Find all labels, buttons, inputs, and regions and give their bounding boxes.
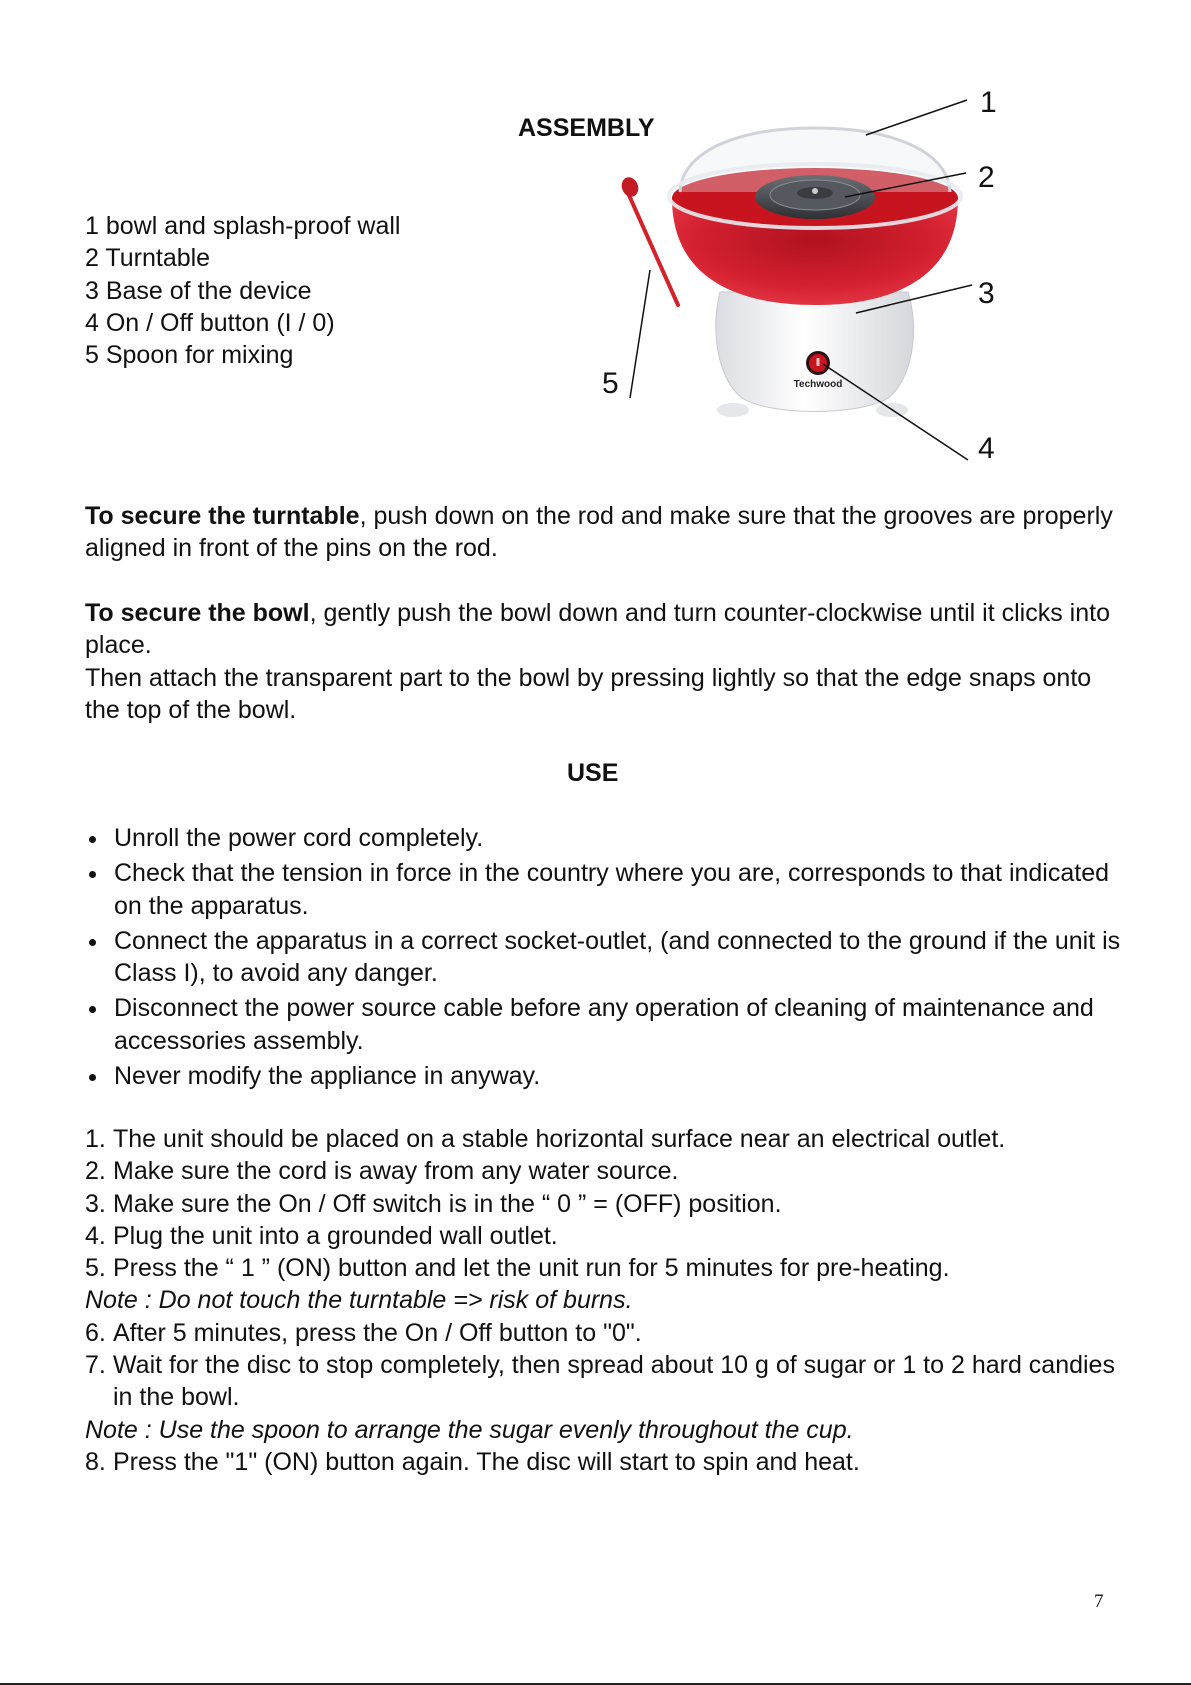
step-item: 8. Press the "1" (ON) button again. The disc will start to spin and heat. xyxy=(85,1447,860,1476)
bullet-icon xyxy=(89,939,96,946)
note-text: Note : Do not touch the turntable => risk of burns. xyxy=(85,1286,633,1315)
step-item: 3. Make sure the On / Off switch is in the “ 0 ” = (OFF) position. xyxy=(85,1189,782,1218)
list-item: Unroll the power cord completely. xyxy=(85,822,1125,854)
step-item: 7. Wait for the disc to stop completely, then spread about 10 g of sugar or 1 to 2 hard candies in the bowl. xyxy=(85,1351,1115,1412)
callout-number: 5 xyxy=(602,367,619,400)
step-item: 4. Plug the unit into a grounded wall outlet. xyxy=(85,1221,558,1250)
step-item: 6. After 5 minutes, press the On / Off button to "0". xyxy=(85,1318,642,1347)
step-item: 2. Make sure the cord is away from any water source. xyxy=(85,1157,679,1186)
list-item: Never modify the appliance in anyway. xyxy=(85,1060,1125,1092)
power-button-icon xyxy=(806,351,830,375)
part-item: 1 bowl and splash-proof wall xyxy=(85,212,401,240)
callout-number: 4 xyxy=(978,432,995,465)
brand-label: Techwood xyxy=(793,379,843,390)
parts-list xyxy=(85,210,400,371)
bullet-icon xyxy=(89,836,96,843)
part-item: 4 On / Off button (I / 0) xyxy=(85,308,335,337)
assembly-heading: ASSEMBLY xyxy=(518,114,655,142)
part-item: 3 Base of the device xyxy=(85,276,312,305)
bowl-instruction-text-2: Then attach the transparent part to the bowl by pressing lightly so that the edge snaps onto the top of the bowl. xyxy=(85,663,1092,724)
callout-number: 1 xyxy=(980,86,997,119)
part-item: 2 Turntable xyxy=(85,244,211,273)
turntable-instruction xyxy=(85,500,1115,565)
bullet-icon xyxy=(89,871,96,878)
callout-number: 2 xyxy=(978,161,995,194)
list-item: Connect the apparatus in a correct socket-outlet, (and connected to the ground if the unit is Class I), to avoid any danger. xyxy=(85,925,1125,990)
safety-bullet-list xyxy=(85,822,1125,1095)
step-item: 5. Press the “ 1 ” (ON) button and let the unit run for 5 minutes for pre-heating. xyxy=(85,1254,950,1283)
list-item: Disconnect the power source cable before any operation of cleaning of maintenance and accessories assembly. xyxy=(85,992,1125,1057)
part-item: 5 Spoon for mixing xyxy=(85,341,294,370)
turntable-instruction-title: To secure the turntable xyxy=(85,502,360,530)
bowl-instruction-text: , gently push the bowl down and turn counter-clockwise until it clicks into place. xyxy=(85,599,1110,660)
turntable-instruction-text: , push down on the rod and make sure that the grooves are properly aligned in front of the pins on the rod. xyxy=(85,502,1113,563)
cotton-candy-machine-illustration xyxy=(590,80,1090,480)
bowl-instruction-title: To secure the bowl xyxy=(85,599,310,627)
usage-steps xyxy=(85,1123,1125,1478)
page-number: 7 xyxy=(1094,1591,1104,1612)
note-text: Note : Use the spoon to arrange the sugar evenly throughout the cup. xyxy=(85,1415,854,1444)
bullet-icon xyxy=(89,1074,96,1081)
use-heading: USE xyxy=(567,759,619,787)
list-item: Check that the tension in force in the country where you are, corresponds to that indicated on the apparatus. xyxy=(85,857,1125,922)
callout-number: 3 xyxy=(978,277,995,310)
bowl-instruction xyxy=(85,597,1115,726)
step-item: 1. The unit should be placed on a stable horizontal surface near an electrical outlet. xyxy=(85,1125,1006,1153)
bullet-icon xyxy=(89,1006,96,1013)
